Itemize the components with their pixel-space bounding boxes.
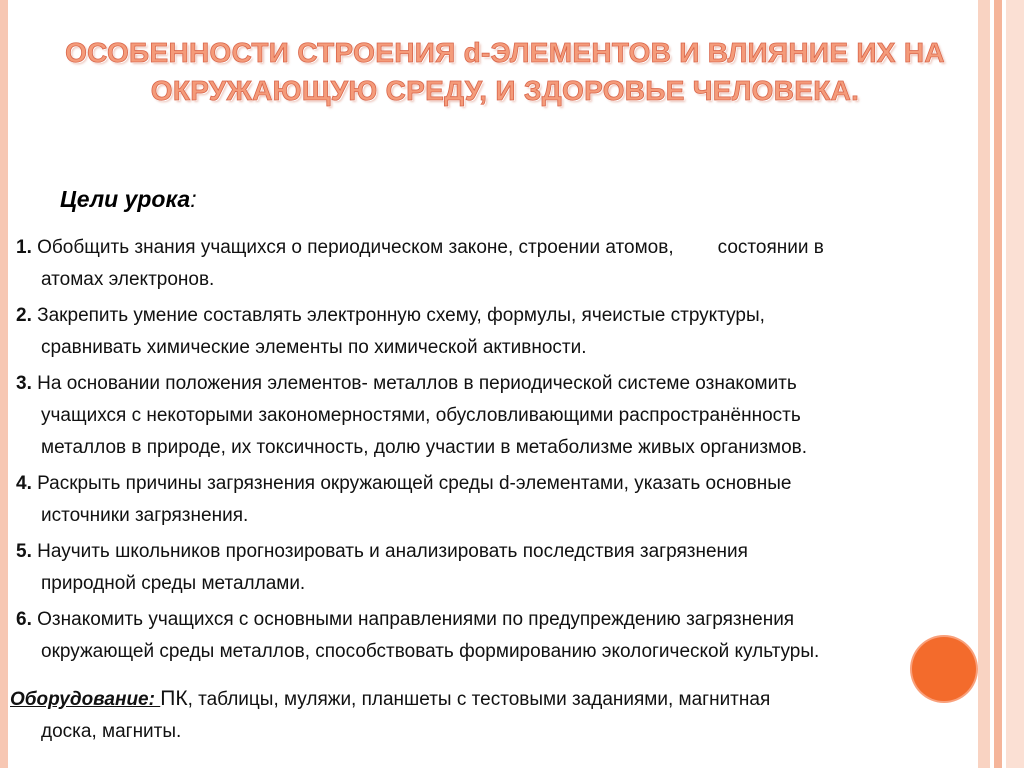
item-text: Закрепить умение составлять электронную схему, формулы, ячеистые структуры, [37,305,765,326]
right-border-line [1003,0,1005,768]
section-heading [60,186,197,213]
item-text: природной среды металлами. [41,573,306,594]
title-line: ОКРУЖАЮЩУЮ СРЕДУ, И ЗДОРОВЬЕ ЧЕЛОВЕКА. [150,75,860,106]
equipment-pk: ПК [160,687,188,710]
item-text: состоянии в [717,237,824,258]
item-text: сравнивать химические элементы по химической активности. [41,337,587,358]
item-text: Обобщить знания учащихся о периодическом законе, строении атомов, [37,237,674,258]
item-number: 3. [16,373,32,394]
item-text: Научить школьников прогнозировать и анализировать последствия загрязнения [37,541,748,562]
item-number: 2. [16,305,32,326]
item-number: 5. [16,541,32,562]
right-border-stripe [1006,0,1024,768]
item-text: окружающей среды металлов, способствовать формированию экологической культуры. [41,641,820,662]
list-item [16,300,991,364]
list-item [16,536,991,600]
item-number: 6. [16,609,32,630]
equipment-paragraph [10,683,970,748]
list-item [16,468,991,532]
title-line: ОСОБЕННОСТИ СТРОЕНИЯ d-ЭЛЕМЕНТОВ И ВЛИЯНИЕ ИХ НА [65,37,945,68]
equipment-text: доска, магниты. [41,721,182,742]
item-text: На основании положения элементов- металлов в периодической системе ознакомить [37,373,797,394]
item-number: 4. [16,473,32,494]
item-text: учащихся с некоторыми закономерностями, обусловливающими распространённость [41,405,801,426]
list-item [16,368,991,464]
equipment-label: Оборудование: [10,689,161,710]
item-text: атомах электронов. [41,269,215,290]
item-text: источники загрязнения. [41,505,249,526]
item-text: металлов в природе, их токсичность, долю участии в метаболизме живых организмов. [41,437,808,458]
right-border-stripe [994,0,1002,768]
slide-title [40,34,970,110]
left-border-stripe [0,0,8,768]
item-text: Раскрыть причины загрязнения окружающей среды d-элементами, указать основные [37,473,792,494]
list-item [16,604,991,668]
section-heading-colon: : [190,186,197,212]
list-item [16,232,991,296]
section-heading-text: Цели урока [60,186,191,212]
item-text: Ознакомить учащихся с основными направлениями по предупреждению загрязнения [37,609,795,630]
item-number: 1. [16,237,32,258]
equipment-text: , таблицы, муляжи, планшеты с тестовыми заданиями, магнитная [187,689,771,710]
goals-list [16,232,991,672]
right-border-line [991,0,993,768]
